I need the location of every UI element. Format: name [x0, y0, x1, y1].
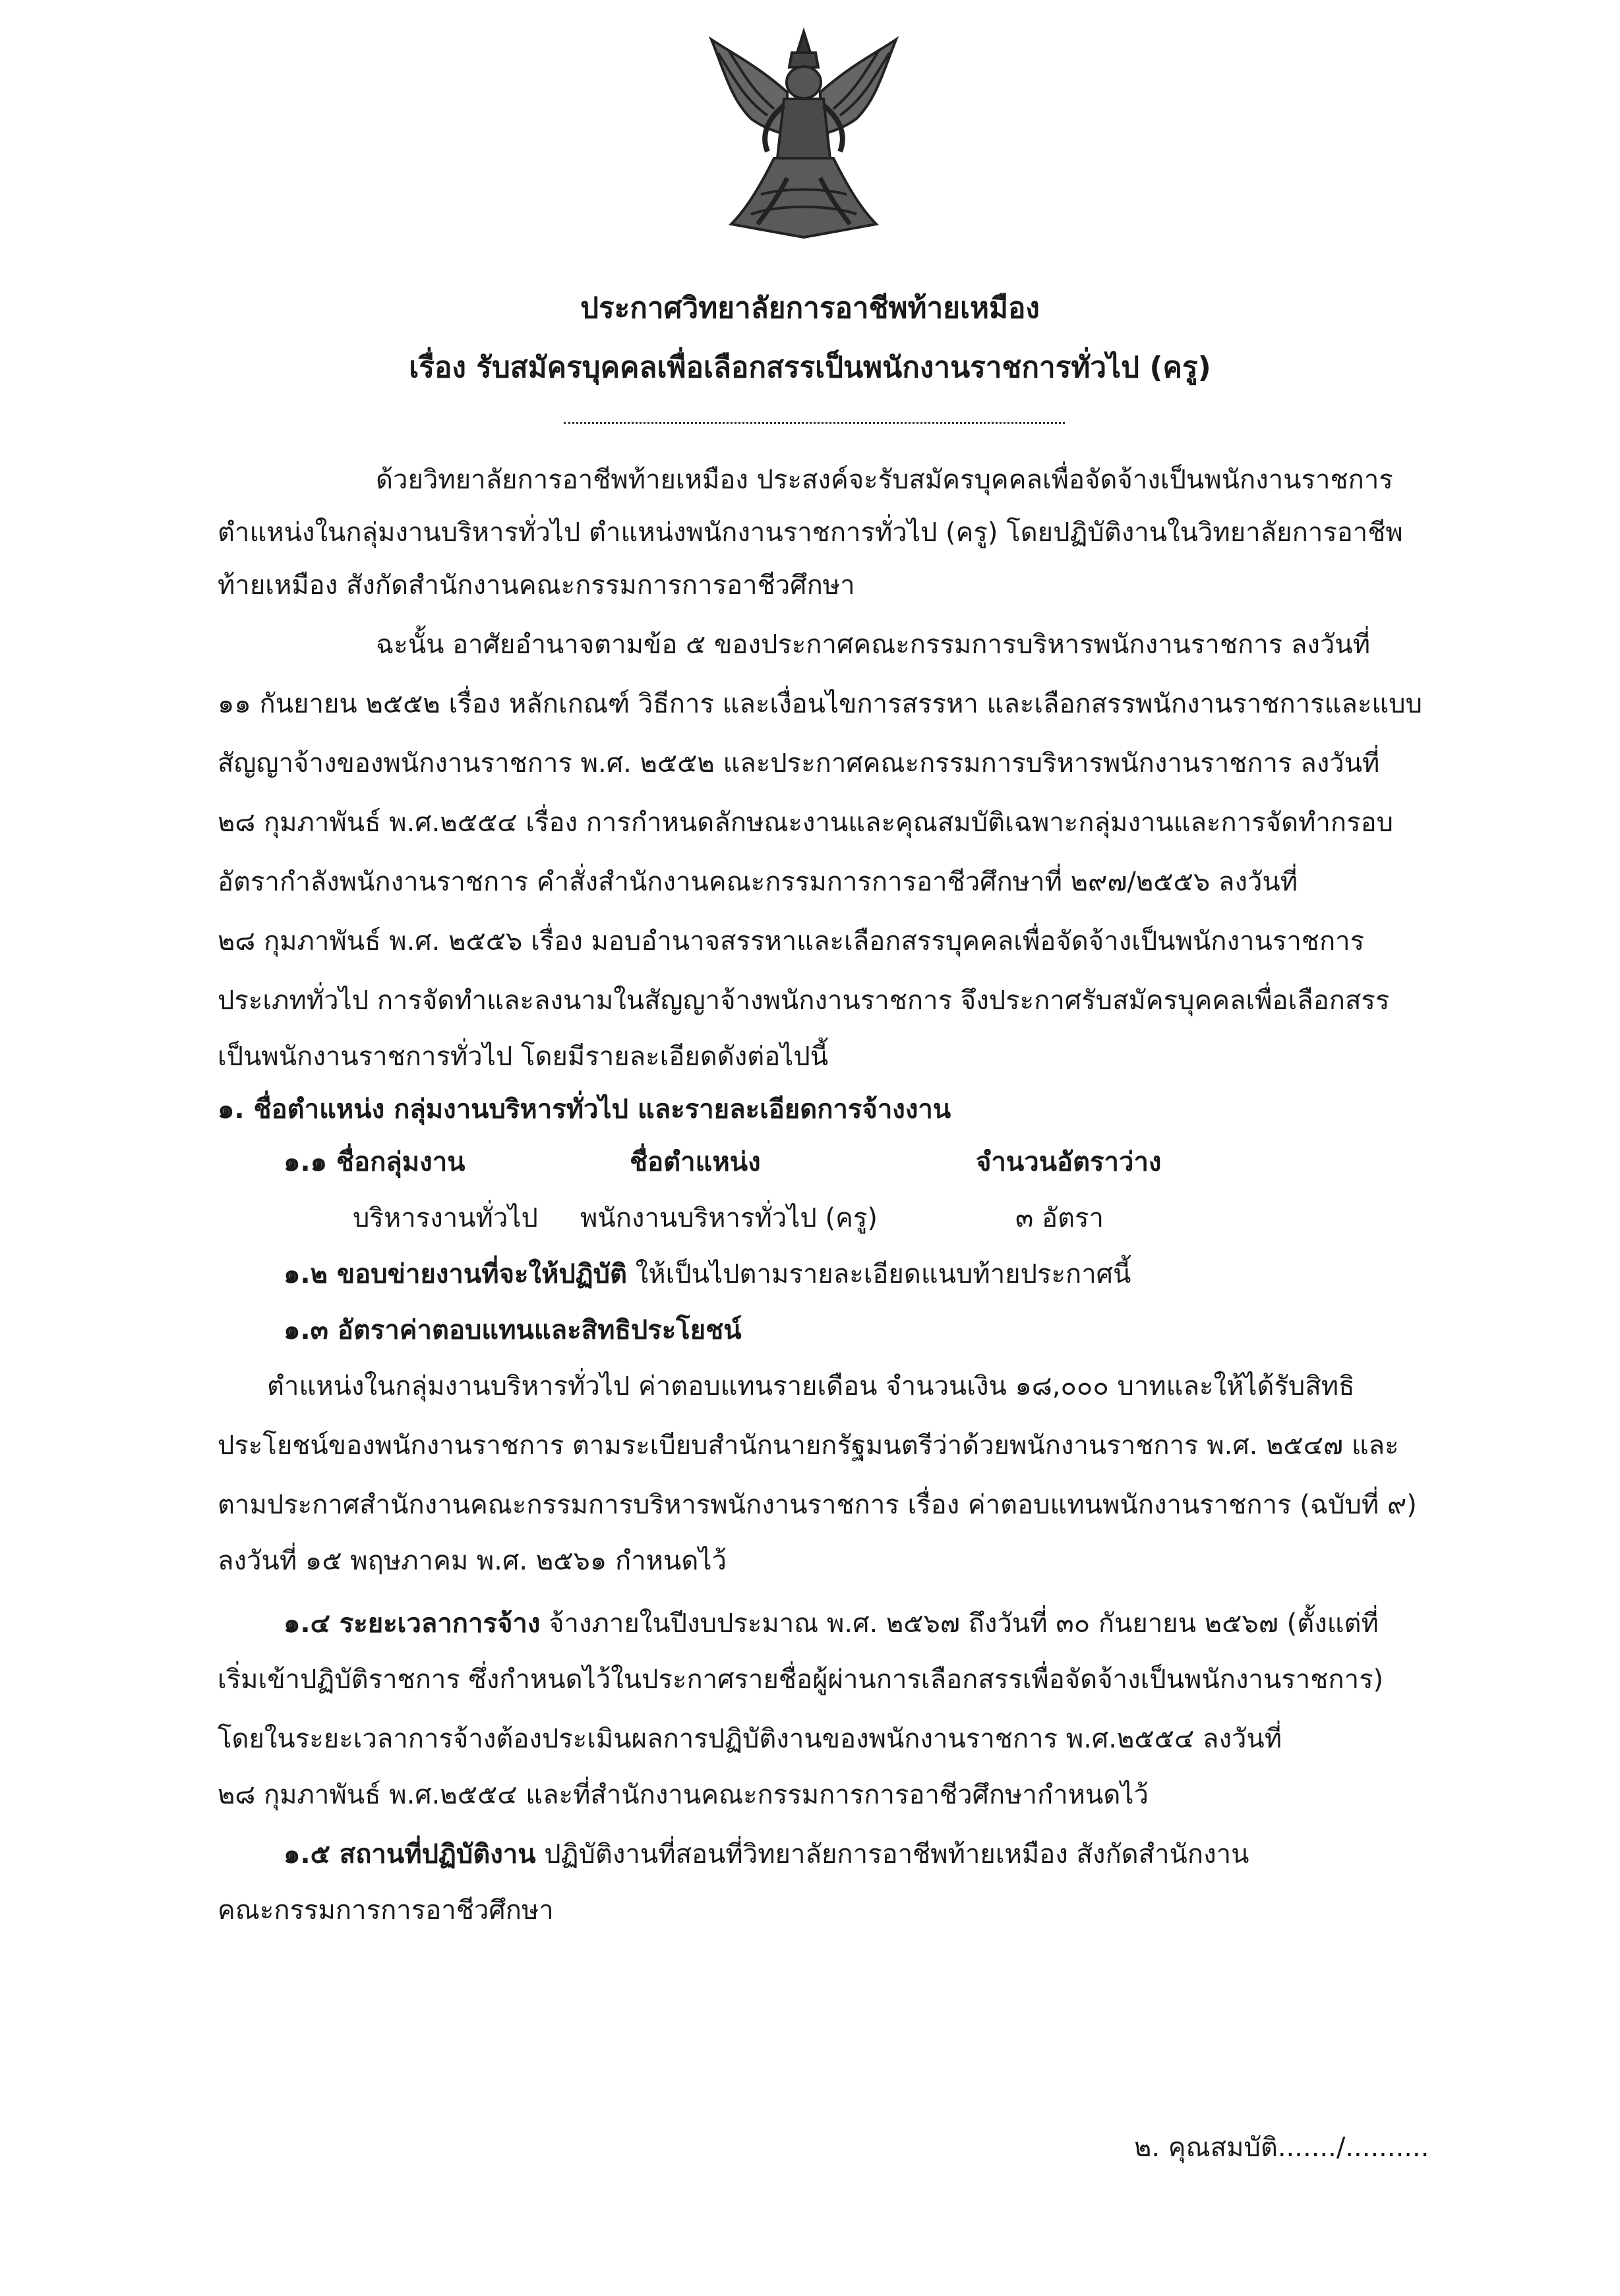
section-1-4-label: ๑.๔ ระยะเวลาการจ้าง	[284, 1608, 541, 1639]
section-1-3-line-1: ตำแหน่งในกลุ่มงานบริหารทั่วไป ค่าตอบแทนรายเดือน จำนวนเงิน ๑๘,๐๐๐ บาทและให้ได้รับสิทธิ	[267, 1371, 1355, 1401]
page-continuation-note: ๒. คุณสมบัติ......./..........	[1134, 2133, 1429, 2163]
row-position-value: พนักงานบริหารทั่วไป (ครู)	[580, 1203, 878, 1233]
section-1-4-line-2: เริ่มเข้าปฏิบัติราชการ ซึ่งกำหนดไว้ในประกาศรายชื่อผู้ผ่านการเลือกสรรเพื่อจัดจ้างเป็นพนักงานราชการ)	[218, 1664, 1384, 1695]
col-header-position: ชื่อตำแหน่ง	[630, 1147, 761, 1177]
section-1-4-line-3: โดยในระยะเวลาการจ้างต้องประเมินผลการปฏิบัติงานของพนักงานราชการ พ.ศ.๒๕๕๔ ลงวันที่	[218, 1724, 1282, 1754]
intro-p2-line-5: อัตรากำลังพนักงานราชการ คำสั่งสำนักงานคณะกรรมการการอาชีวศึกษาที่ ๒๙๗/๒๕๕๖ ลงวันที่	[218, 867, 1298, 897]
section-1-2-text: ให้เป็นไปตามรายละเอียดแนบท้ายประกาศนี้	[635, 1259, 1131, 1289]
intro-p2-line-2: ๑๑ กันยายน ๒๕๕๒ เรื่อง หลักเกณฑ์ วิธีการ และเงื่อนไขการสรรหา และเลือกสรรพนักงานราชการและแบบ	[218, 689, 1422, 719]
col-header-vacancy: จำนวนอัตราว่าง	[976, 1147, 1162, 1177]
section-1-5-line-1	[284, 1836, 1249, 1873]
intro-p2-line-8: เป็นพนักงานราชการทั่วไป โดยมีรายละเอียดดังต่อไปนี้	[218, 1042, 829, 1072]
section-1-2-label: ๑.๒ ขอบข่ายงานที่จะให้ปฏิบัติ	[284, 1259, 628, 1289]
intro-p2-line-7: ประเภททั่วไป การจัดทำและลงนามในสัญญาจ้างพนักงานราชการ จึงประกาศรับสมัครบุคคลเพื่อเลือกสรร	[218, 986, 1390, 1016]
row-vacancy-value: ๓ อัตรา	[1015, 1203, 1104, 1233]
section-1-5-line-2: คณะกรรมการการอาชีวศึกษา	[218, 1895, 554, 1926]
intro-p1-line-1: ด้วยวิทยาลัยการอาชีพท้ายเหมือง ประสงค์จะรับสมัครบุคคลเพื่อจัดจ้างเป็นพนักงานราชการ	[376, 465, 1393, 495]
section-1-5-label: ๑.๕ สถานที่ปฏิบัติงาน	[284, 1839, 536, 1869]
section-1-4-line-1	[284, 1605, 1379, 1642]
section-1-2	[284, 1256, 1131, 1293]
section-1-3-line-4: ลงวันที่ ๑๕ พฤษภาคม พ.ศ. ๒๕๖๑ กำหนดไว้	[218, 1546, 727, 1576]
section-1-3-line-3: ตามประกาศสำนักงานคณะกรรมการบริหารพนักงานราชการ เรื่อง ค่าตอบแทนพนักงานราชการ (ฉบับที่ ๙)	[218, 1490, 1417, 1520]
intro-p2-line-4: ๒๘ กุมภาพันธ์ พ.ศ.๒๕๕๔ เรื่อง การกำหนดลักษณะงานและคุณสมบัติเฉพาะกลุ่มงานและการจัดทำกรอบ	[218, 808, 1394, 838]
intro-p2-line-3: สัญญาจ้างของพนักงานราชการ พ.ศ. ๒๕๕๒ และประกาศคณะกรรมการบริหารพนักงานราชการ ลงวันที่	[218, 748, 1380, 779]
section-1-3-label: ๑.๓ อัตราค่าตอบแทนและสิทธิประโยชน์	[284, 1315, 742, 1345]
intro-p2-line-6: ๒๘ กุมภาพันธ์ พ.ศ. ๒๕๕๖ เรื่อง มอบอำนาจสรรหาและเลือกสรรบุคคลเพื่อจัดจ้างเป็นพนักงานราชการ	[218, 926, 1365, 957]
section-1-4-first-line: จ้างภายในปีงบประมาณ พ.ศ. ๒๕๖๗ ถึงวันที่ ๓๐ กันยายน ๒๕๖๗ (ตั้งแต่ที่	[549, 1608, 1379, 1639]
section-1-4-line-4: ๒๘ กุมภาพันธ์ พ.ศ.๒๕๕๔ และที่สำนักงานคณะกรรมการการอาชีวศึกษากำหนดไว้	[218, 1780, 1149, 1810]
col-header-group: ๑.๑ ชื่อกลุ่มงาน	[284, 1147, 465, 1177]
intro-p1-line-3: ท้ายเหมือง สังกัดสำนักงานคณะกรรมการการอาชีวศึกษา	[218, 570, 855, 601]
intro-p1-line-2: ตำแหน่งในกลุ่มงานบริหารทั่วไป ตำแหน่งพนักงานราชการทั่วไป (ครู) โดยปฏิบัติงานในวิทยาลัยการอาชีพ	[218, 517, 1403, 548]
title-divider	[564, 422, 1065, 424]
section-1-5-first-line: ปฏิบัติงานที่สอนที่วิทยาลัยการอาชีพท้ายเหมือง สังกัดสำนักงาน	[544, 1839, 1249, 1869]
section-1-3-line-2: ประโยชน์ของพนักงานราชการ ตามระเบียบสำนักนายกรัฐมนตรีว่าด้วยพนักงานราชการ พ.ศ. ๒๕๔๗ และ	[218, 1430, 1399, 1461]
row-group-value: บริหารงานทั่วไป	[353, 1203, 538, 1233]
document-subject: เรื่อง รับสมัครบุคคลเพื่อเลือกสรรเป็นพนักงานราชการทั่วไป (ครู)	[409, 351, 1211, 384]
document-title: ประกาศวิทยาลัยการอาชีพท้ายเหมือง	[580, 291, 1040, 325]
section-1-heading: ๑. ชื่อตำแหน่ง กลุ่มงานบริหารทั่วไป และรายละเอียดการจ้างงาน	[218, 1094, 951, 1125]
intro-p2-line-1: ฉะนั้น อาศัยอำนาจตามข้อ ๕ ของประกาศคณะกรรมการบริหารพนักงานราชการ ลงวันที่	[376, 630, 1371, 660]
garuda-emblem-icon	[705, 26, 903, 247]
